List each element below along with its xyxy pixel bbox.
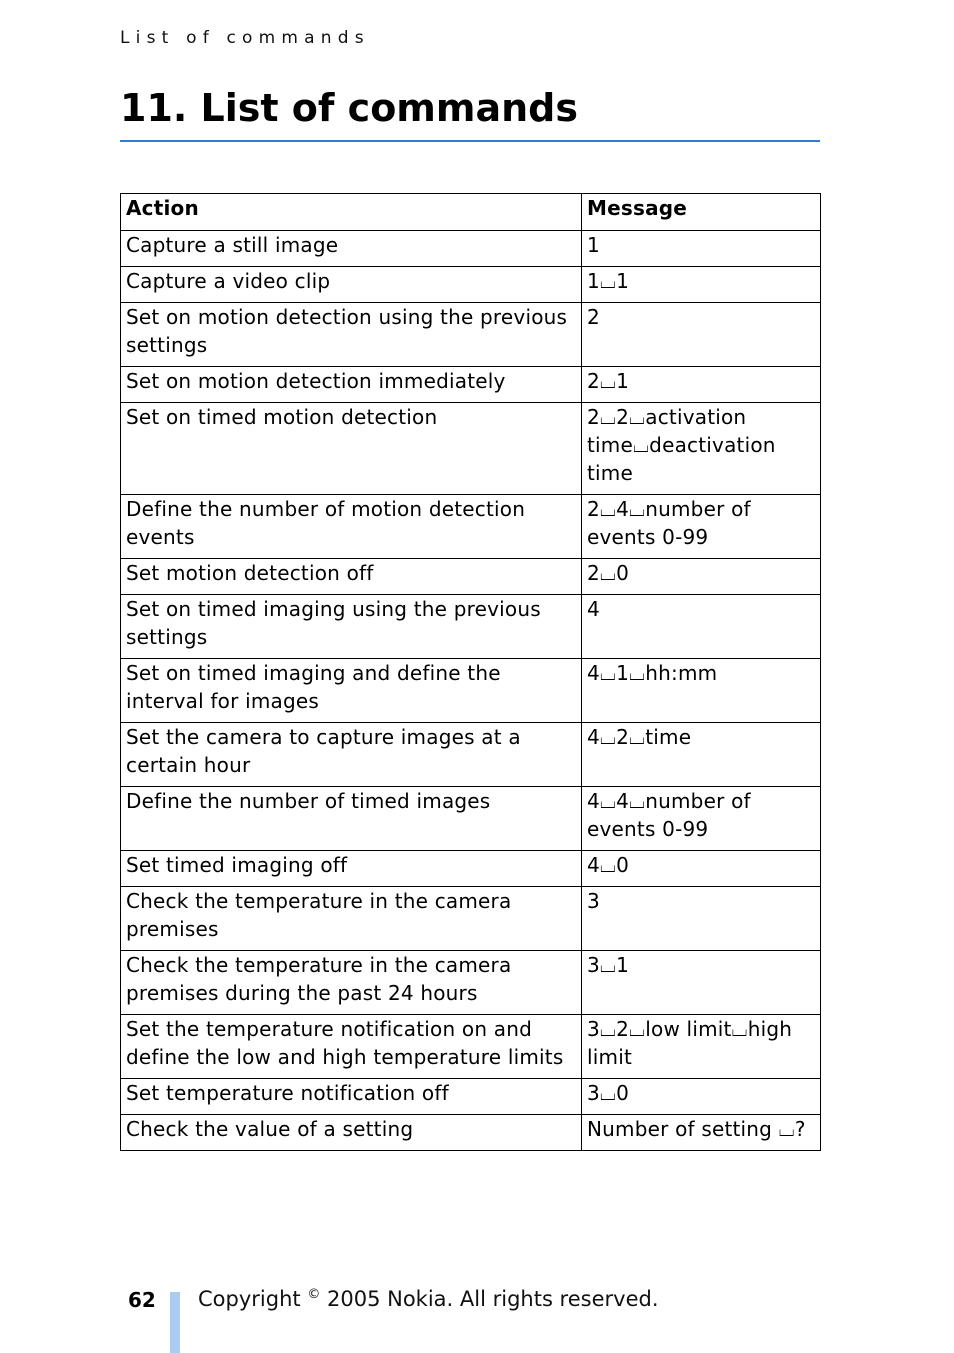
action-cell: Set the camera to capture images at a certain hour	[121, 723, 582, 787]
action-cell: Capture a still image	[121, 231, 582, 267]
action-cell: Check the temperature in the camera premises	[121, 887, 582, 951]
table-row	[121, 851, 821, 887]
message-cell: Number of setting ⌴?	[582, 1115, 821, 1151]
table-header-row	[121, 194, 821, 231]
action-cell: Define the number of motion detection events	[121, 495, 582, 559]
table-body	[121, 231, 821, 1151]
message-cell: 2	[582, 303, 821, 367]
action-cell: Check the temperature in the camera premises during the past 24 hours	[121, 951, 582, 1015]
message-cell: 3⌴2⌴low limit⌴high limit	[582, 1015, 821, 1079]
action-cell: Check the value of a setting	[121, 1115, 582, 1151]
action-cell: Set motion detection off	[121, 559, 582, 595]
table-row	[121, 559, 821, 595]
message-cell: 3⌴1	[582, 951, 821, 1015]
action-cell: Set on motion detection immediately	[121, 367, 582, 403]
action-cell: Define the number of timed images	[121, 787, 582, 851]
copyright-text: 2005 Nokia. All rights reserved.	[327, 1287, 659, 1311]
message-cell: 2⌴1	[582, 367, 821, 403]
footer-accent-bar	[170, 1292, 180, 1353]
column-header-action: Action	[121, 194, 582, 231]
message-cell: 4⌴0	[582, 851, 821, 887]
running-header: List of commands	[120, 28, 370, 48]
table-row	[121, 303, 821, 367]
table-row	[121, 659, 821, 723]
message-cell: 4⌴1⌴hh:mm	[582, 659, 821, 723]
action-cell: Set on timed motion detection	[121, 403, 582, 495]
message-cell: 4	[582, 595, 821, 659]
action-cell: Set on motion detection using the previous settings	[121, 303, 582, 367]
page-title: 11. List of commands	[120, 86, 579, 130]
table-row	[121, 367, 821, 403]
commands-table	[120, 193, 821, 1151]
message-cell: 4⌴2⌴time	[582, 723, 821, 787]
table-row	[121, 1015, 821, 1079]
table-row	[121, 231, 821, 267]
message-cell: 3	[582, 887, 821, 951]
copyright-prefix: Copyright	[198, 1287, 301, 1311]
action-cell: Set temperature notification off	[121, 1079, 582, 1115]
message-cell: 1⌴1	[582, 267, 821, 303]
message-cell: 2⌴0	[582, 559, 821, 595]
table-row	[121, 495, 821, 559]
title-rule	[120, 140, 820, 142]
table-row	[121, 595, 821, 659]
message-cell: 2⌴2⌴activation time⌴deactivation time	[582, 403, 821, 495]
action-cell: Set on timed imaging using the previous settings	[121, 595, 582, 659]
table-row	[121, 951, 821, 1015]
action-cell: Set on timed imaging and define the interval for images	[121, 659, 582, 723]
table-row	[121, 787, 821, 851]
table-row	[121, 723, 821, 787]
column-header-message: Message	[582, 194, 821, 231]
copyright-symbol: ©	[307, 1287, 321, 1302]
table-row	[121, 403, 821, 495]
message-cell: 4⌴4⌴number of events 0-99	[582, 787, 821, 851]
action-cell: Set timed imaging off	[121, 851, 582, 887]
table-row	[121, 1079, 821, 1115]
table-row	[121, 887, 821, 951]
page-number: 62	[128, 1288, 156, 1312]
action-cell: Capture a video clip	[121, 267, 582, 303]
table-row	[121, 267, 821, 303]
message-cell: 1	[582, 231, 821, 267]
table-row	[121, 1115, 821, 1151]
copyright-notice	[198, 1287, 659, 1311]
message-cell: 3⌴0	[582, 1079, 821, 1115]
message-cell: 2⌴4⌴number of events 0-99	[582, 495, 821, 559]
action-cell: Set the temperature notification on and define the low and high temperature limits	[121, 1015, 582, 1079]
